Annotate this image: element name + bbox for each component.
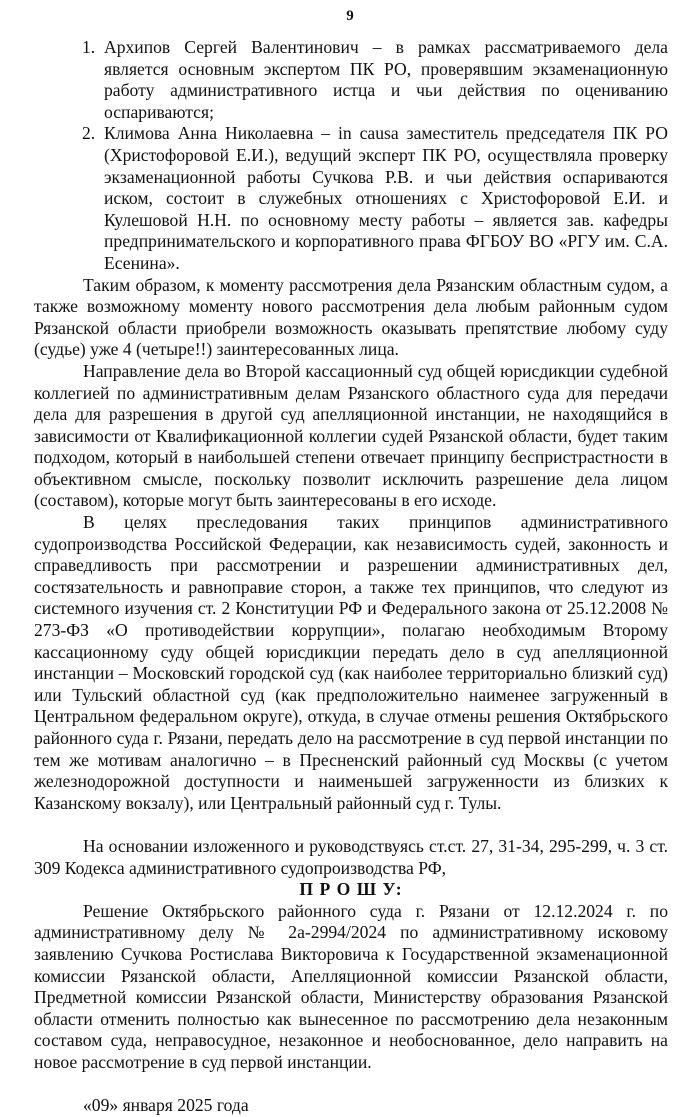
list-item-number: 1. — [82, 37, 96, 57]
paragraph-referral: Направление дела во Второй кассационный суд общей юрисдикции судебной коллегией по административным делам Рязанского областного суда для передачи дела для разрешения в другой суд апелляционной инстанции, не находящийся в зависимости от Квалификационной коллегии судей Рязанской области, будет таким подходом, который в наибольшей степени отвечает принципу беспристрастности в объективном смысле, поскольку позволит исключить разрешение дела лицом (составом), которые могут быть заинтересованы в его исходе. — [34, 360, 668, 511]
spacer — [34, 814, 668, 836]
list-item — [34, 123, 668, 274]
paragraph-request: Решение Октябрьского районного суда г. Рязани от 12.12.2024 г. по административному делу № 2а-2994/2024 по административному исковому заявлению Сучкова Ростислава Викторовича к Государственной экзаменационной комиссии Рязанской области, Апелляционной комиссии Рязанской области, Предметной комиссии Рязанской области, Министерству образования Рязанской области отменить полностью как вынесенное по рассмотрению дела незаконным составом суда, неправосудное, незаконное и необоснованное, дело направить на новое рассмотрение в суд первой инстанции. — [34, 900, 668, 1072]
document-date: «09» января 2025 года — [83, 1095, 249, 1116]
list-item-text: Климова Анна Николаевна – in causa заместитель председателя ПК РО (Христофоровой Е.И.), ведущий эксперт ПК РО, осуществляла проверку экзаменационной работы Сучкова Р.В. и чьи действия оспариваются иском, состоит в служебных отношениях с Христофоровой Е.И. и Кулешовой Н.Н. по основному месту работы – является зав. кафедры предпринимательского и корпоративного права ФГБОУ ВО «РГУ им. С.А. Есенина». — [104, 123, 668, 273]
paragraph-principles: В целях преследования таких принципов административного судопроизводства Российской Федерации, как независимость судей, законность и справедливость при рассмотрении и разрешении административных дел, состязательность и равноправие сторон, а также тех принципов, что следуют из системного изучения ст. 2 Конституции РФ и Федерального закона от 25.12.2008 № 273-ФЗ «О противодействии коррупции», полагаю необходимым Второму кассационному суду общей юрисдикции передать дело в суд апелляционной инстанции – Московский городской суд (как наиболее территориально близкий суд) или Тульский областной суд (как предположительно наименее загруженный в Центральном федеральном округе), откуда, в случае отмены решения Октябрьского районного суда г. Рязани, передать дело на рассмотрение в суд первой инстанции по тем же мотивам аналогично – в Пресненский районный суд Москвы (с учетом железнодорожной доступности и наименьшей загруженности из близких к Казанскому вокзалу), или Центральный районный суд г. Тулы. — [34, 512, 668, 813]
page-number: 9 — [346, 8, 354, 24]
interested-persons-list — [34, 37, 668, 275]
request-heading: П Р О Ш У: — [299, 879, 403, 900]
spacer — [34, 1074, 668, 1096]
list-item — [34, 37, 668, 123]
paragraph-conclusion: Таким образом, к моменту рассмотрения дела Рязанским областным судом, а также возможному моменту нового рассмотрения дела любым районным судом Рязанской области приобрели возможность оказывать препятствие любому суду (судье) уже 4 (четыре!!) заинтересованных лица. — [34, 274, 668, 360]
list-item-number: 2. — [82, 123, 96, 144]
document-body — [34, 37, 668, 1117]
list-item-text: Архипов Сергей Валентинович – в рамках рассматриваемого дела является основным экспертом ПК РО, проверявшим экзаменационную работу административного истца и чьи действия по оцениванию оспариваются; — [104, 37, 668, 122]
paragraph-basis: На основании изложенного и руководствуясь ст.ст. 27, 31-34, 295-299, ч. 3 ст. 309 Кодекса административного судопроизводства РФ, — [34, 835, 668, 878]
